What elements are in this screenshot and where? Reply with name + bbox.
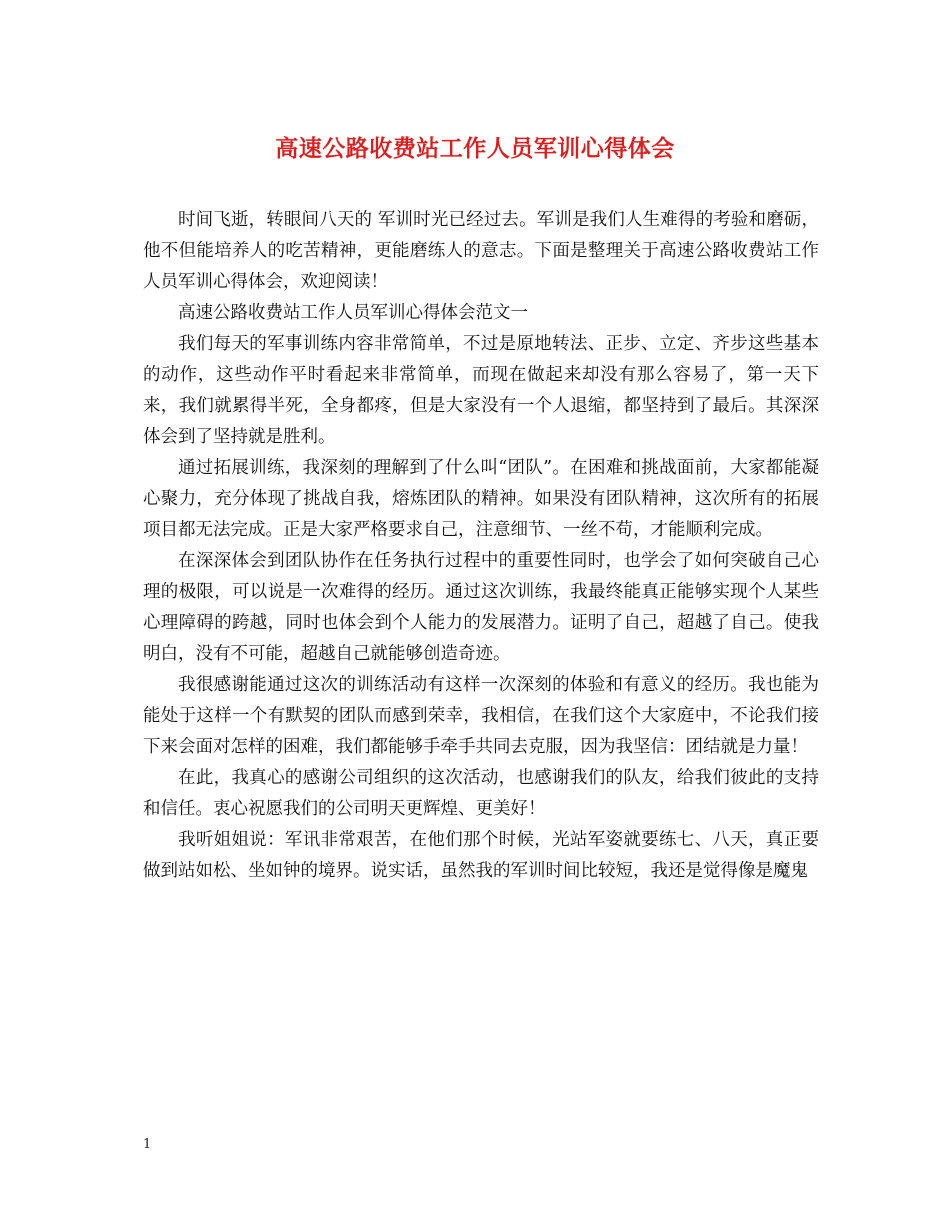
paragraph-thanks-company: 在此，我真心的感谢公司组织的这次活动，也感谢我们的队友，给我们彼此的支持和信任。衷心祝愿我们的公司明天更辉煌、更美好！ <box>143 768 819 819</box>
document-body <box>143 205 819 887</box>
paragraph-sister-story: 我听姐姐说：军讯非常艰苦，在他们那个时候，光站军姿就要练七、八天，真正要做到站如松、坐如钟的境界。说实话，虽然我的军训时间比较短，我还是觉得像是魔鬼 <box>143 830 819 881</box>
paragraph-training-content: 我们每天的军事训练内容非常简单，不过是原地转法、正步、立定、齐步这些基本的动作，这些动作平时看起来非常简单，而现在做起来却没有那么容易了，第一天下来，我们就累得半死，全身都疼，但是大家没有一个人退缩，都坚持到了最后。其深深体会到了坚持就是胜利。 <box>143 334 819 447</box>
page-number: 1 <box>143 1137 152 1152</box>
document-title: 高速公路收费站工作人员军训心得体会 <box>275 135 675 162</box>
paragraph-intro: 时间飞逝，转眼间八天的 军训时光已经过去。军训是我们人生难得的考验和磨砺，他不但能培养人的吃苦精神，更能磨练人的意志。下面是整理关于高速公路收费站工作人员军训心得体会，欢迎阅读！ <box>143 210 819 292</box>
paragraph-gratitude: 我很感谢能通过这次的训练活动有这样一次深刻的体验和有意义的经历。我也能为能处于这样一个有默契的团队而感到荣幸，我相信，在我们这个大家庭中，不论我们接下来会面对怎样的困难，我们都能够手牵手共同去克服，因为我坚信：团结就是力量！ <box>143 675 819 757</box>
paragraph-subheading: 高速公路收费站工作人员军训心得体会范文一 <box>178 303 528 323</box>
paragraph-breakthrough: 在深深体会到团队协作在任务执行过程中的重要性同时，也学会了如何突破自己心理的极限，可以说是一次难得的经历。通过这次训练，我最终能真正能够实现个人某些心理障碍的跨越，同时也体会到个人能力的发展潜力。证明了自己，超越了自己。使我明白，没有不可能，超越自己就能够创造奇迹。 <box>143 551 819 664</box>
paragraph-teamwork: 通过拓展训练，我深刻的理解到了什么叫“团队”。在困难和挑战面前，大家都能凝心聚力，充分体现了挑战自我，熔炼团队的精神。如果没有团队精神，这次所有的拓展项目都无法完成。正是大家严格要求自己，注意细节、一丝不苟，才能顺利完成。 <box>143 458 819 540</box>
